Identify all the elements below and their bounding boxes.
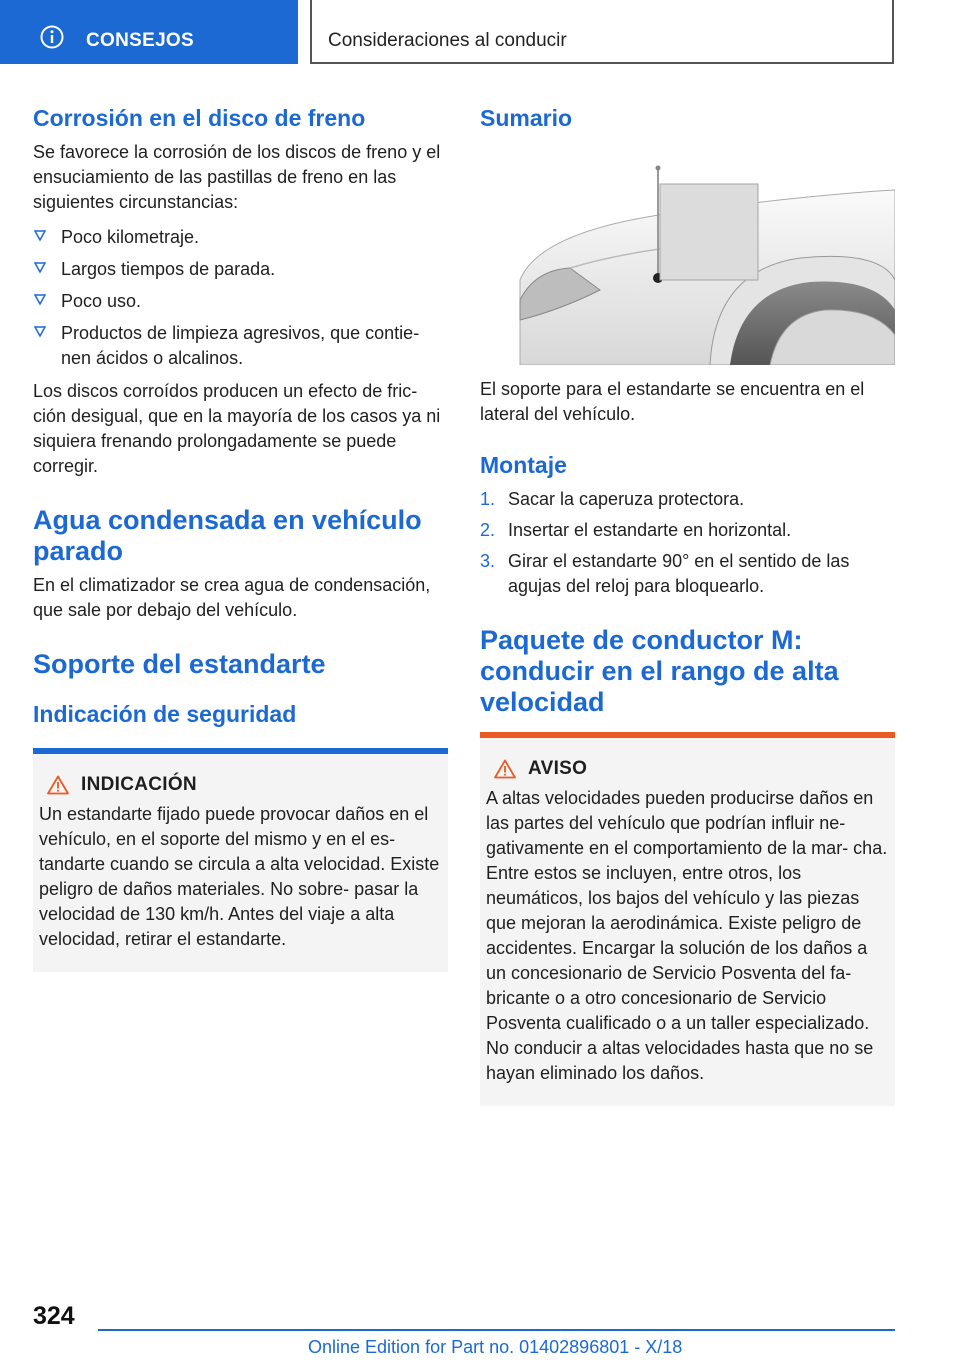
- header-title-box: [310, 0, 894, 64]
- triangle-bullet-icon: [33, 260, 47, 274]
- heading-summary: Sumario: [480, 105, 573, 131]
- car-fender-figure: [480, 150, 895, 365]
- condensation-body: En el climatizador se crea agua de condensación, que sale por debajo del vehículo.: [33, 575, 431, 620]
- list-item: [33, 225, 448, 250]
- warning-title: AVISO: [528, 758, 588, 779]
- car-flag-illustration: [480, 150, 895, 365]
- triangle-bullet-icon: [33, 228, 47, 242]
- notice-title: INDICACIÓN: [81, 774, 197, 795]
- list-item: [480, 518, 895, 543]
- notice-callout: [33, 748, 448, 972]
- list-item-text: Largos tiempos de parada.: [61, 259, 276, 279]
- chapter-title: Consideraciones al conducir: [328, 30, 567, 51]
- heading-condensation: Agua condensada en vehículo parado: [33, 505, 422, 566]
- footer-divider: [98, 1329, 895, 1331]
- brake-corrosion-outro: Los discos corroídos producen un efecto de fric- ción desigual, que en la mayoría de los casos ya ni siquiera frenando prolongadamente se puede corregir.: [33, 381, 441, 476]
- list-item: [33, 289, 448, 314]
- heading-m-driver-package: Paquete de conductor M: conducir en el rango de alta velocidad: [480, 625, 839, 717]
- list-item-text: Poco uso.: [61, 291, 142, 311]
- page-number: 324: [33, 1302, 75, 1330]
- step-number: 1.: [480, 489, 496, 509]
- warning-triangle-icon: [494, 759, 516, 779]
- heading-mounting: Montaje: [480, 452, 567, 478]
- header-section-tab: [0, 0, 298, 64]
- heading-brake-corrosion: Corrosión en el disco de freno: [33, 105, 366, 131]
- mounting-steps: [480, 487, 895, 599]
- list-item: [480, 549, 895, 599]
- list-item: [33, 321, 448, 371]
- left-column: [33, 100, 448, 972]
- step-text: Insertar el estandarte en horizontal.: [508, 520, 792, 540]
- right-column: [480, 100, 895, 1106]
- list-item: [33, 257, 448, 282]
- edition-note: Online Edition for Part no. 01402896801 - X/18: [308, 1337, 683, 1357]
- heading-safety-note: Indicación de seguridad: [33, 701, 297, 727]
- brake-corrosion-intro: Se favorece la corrosión de los discos de freno y el ensuciamiento de las pastillas de freno en las siguientes circunstancias:: [33, 142, 441, 212]
- step-number: 3.: [480, 551, 496, 571]
- triangle-bullet-icon: [33, 292, 47, 306]
- list-item-text: Poco kilometraje.: [61, 227, 200, 247]
- step-number: 2.: [480, 520, 496, 540]
- step-text: Girar el estandarte 90° en el sentido de las agujas del reloj para bloquearlo.: [508, 551, 850, 596]
- triangle-bullet-icon: [33, 324, 47, 338]
- notice-header: [39, 774, 442, 796]
- list-item-text: Productos de limpieza agresivos, que contie- nen ácidos o alcalinos.: [61, 323, 420, 368]
- list-item: [480, 487, 895, 512]
- figure-caption: El soporte para el estandarte se encuentra en el lateral del vehículo.: [480, 379, 865, 424]
- warning-header: [486, 758, 889, 780]
- brake-corrosion-list: [33, 225, 448, 371]
- warning-callout: [480, 732, 895, 1106]
- heading-flag-holder: Soporte del estandarte: [33, 649, 326, 679]
- warning-body: A altas velocidades pueden producirse daños en las partes del vehículo que podrían influir ne- gativamente en el comportamiento de la mar- cha. Entre estos se incluyen, entre otros, los neumáticos, los bajos del vehículo y las piezas que mejoran la aerodinámica. Existe peligro de accidentes. Encargar la solución de los daños a un concesionario de Servicio Posventa del fa- bricante o a otro concesionario de Servicio Posventa cualificado o a un taller especializado. No conducir a altas velocidades hasta que no se hayan eliminado los daños.: [486, 788, 888, 1083]
- info-icon: [40, 25, 64, 49]
- step-text: Sacar la caperuza protectora.: [508, 489, 745, 509]
- notice-body: Un estandarte fijado puede provocar daños en el vehículo, en el soporte del mismo y en el es- tandarte cuando se circula a alta velocidad. Existe peligro de daños materiales. No sobre- pasar la velocidad de 130 km/h. Antes del viaje a alta velocidad, retirar el estandarte.: [39, 804, 440, 949]
- warning-triangle-icon: [47, 775, 69, 795]
- section-label: CONSEJOS: [86, 30, 194, 51]
